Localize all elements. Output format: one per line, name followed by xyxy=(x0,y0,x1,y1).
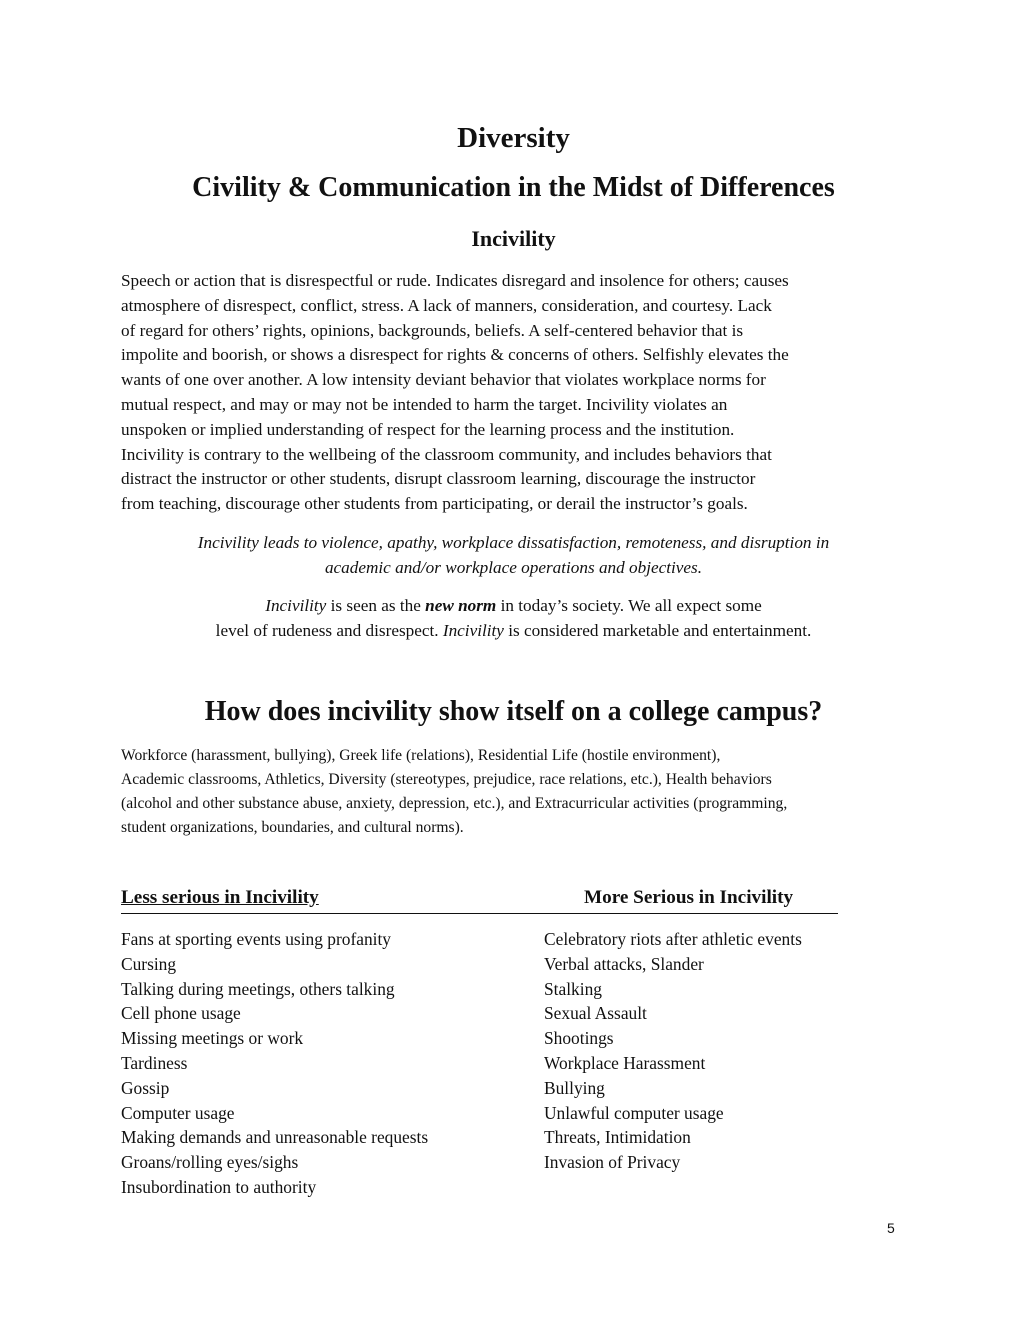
campus-line: Workforce (harassment, bullying), Greek life (relations), Residential Life (hostile environment), xyxy=(121,747,721,764)
list-item: Cursing xyxy=(121,953,177,974)
page-subtitle: Civility & Communication in the Midst of Differences xyxy=(192,172,835,203)
more-serious-header: More Serious in Incivility xyxy=(584,887,794,908)
definition-line: Speech or action that is disrespectful or rude. Indicates disregard and insolence for others; causes xyxy=(121,271,789,290)
list-item: Verbal attacks, Slander xyxy=(544,953,704,974)
list-item: Unlawful computer usage xyxy=(544,1102,724,1123)
definition-line: Incivility is contrary to the wellbeing of the classroom community, and includes behaviors that xyxy=(121,444,772,464)
incivility-term: Incivility xyxy=(265,596,327,615)
list-item: Threats, Intimidation xyxy=(544,1127,691,1148)
less-serious-list xyxy=(121,927,428,1200)
list-item: Sexual Assault xyxy=(544,1003,647,1024)
page-title: Diversity xyxy=(457,122,570,154)
list-item: Missing meetings or work xyxy=(121,1028,304,1049)
list-item: Stalking xyxy=(544,978,602,999)
less-serious-header: Less serious in Incivility xyxy=(121,887,319,908)
new-norm-emphasis: new norm xyxy=(425,596,497,615)
norm-text: in today’s society. We all expect some xyxy=(496,596,762,615)
question-heading: How does incivility show itself on a college campus? xyxy=(204,696,823,727)
page-number: 5 xyxy=(887,1220,895,1236)
list-item: Groans/rolling eyes/sighs xyxy=(121,1152,299,1173)
more-serious-list xyxy=(544,927,802,1175)
consequence-statement xyxy=(121,531,906,580)
list-item: Fans at sporting events using profanity xyxy=(121,929,392,949)
definition-line: mutual respect, and may or may not be intended to harm the target. Incivility violates an xyxy=(121,394,728,414)
campus-paragraph xyxy=(121,744,921,840)
campus-line: (alcohol and other substance abuse, anxiety, depression, etc.), and Extracurricular activities (programming, xyxy=(121,795,788,812)
definition-line: unspoken or implied understanding of respect for the learning process and the institution. xyxy=(121,419,735,439)
new-norm-statement xyxy=(121,593,906,643)
list-item: Tardiness xyxy=(121,1052,188,1073)
list-item: Computer usage xyxy=(121,1102,235,1123)
consequence-line: Incivility leads to violence, apathy, workplace dissatisfaction, remoteness, and disruption in xyxy=(197,533,830,552)
consequence-line: academic and/or workplace operations and objectives. xyxy=(324,557,703,577)
column-headers xyxy=(121,887,838,914)
list-item: Shootings xyxy=(544,1028,614,1049)
norm-text: is considered marketable and entertainment. xyxy=(503,621,812,640)
definition-line: impolite and boorish, or shows a disrespect for rights & concerns of others. Selfishly elevates the xyxy=(121,345,789,365)
list-item: Gossip xyxy=(121,1077,170,1098)
list-item: Cell phone usage xyxy=(121,1003,241,1024)
incivility-term: Incivility xyxy=(442,621,504,640)
list-item: Celebratory riots after athletic events xyxy=(544,929,802,949)
definition-paragraph xyxy=(121,269,906,517)
norm-text: level of rudeness and disrespect. xyxy=(215,621,443,640)
norm-line-1 xyxy=(121,593,906,618)
campus-line: student organizations, boundaries, and cultural norms). xyxy=(121,819,464,836)
definition-line: atmosphere of disrespect, conflict, stress. A lack of manners, consideration, and courtesy. Lack xyxy=(121,295,772,315)
definition-line: of regard for others’ rights, opinions, backgrounds, beliefs. A self-centered behavior that is xyxy=(121,320,744,340)
list-item: Insubordination to authority xyxy=(121,1176,317,1197)
norm-line-2 xyxy=(121,618,906,643)
list-item: Talking during meetings, others talking xyxy=(121,978,395,999)
campus-line: Academic classrooms, Athletics, Diversity (stereotypes, prejudice, race relations, etc.), Health behaviors xyxy=(121,771,772,788)
definition-line: distract the instructor or other students, disrupt classroom learning, discourage the instructor xyxy=(121,469,756,489)
definition-line: from teaching, discourage other students from participating, or derail the instructor’s goals. xyxy=(121,494,748,514)
list-item: Workplace Harassment xyxy=(544,1052,706,1073)
section-heading-incivility: Incivility xyxy=(471,226,556,251)
list-item: Bullying xyxy=(544,1077,605,1098)
list-item: Making demands and unreasonable requests xyxy=(121,1127,429,1148)
norm-text: is seen as the xyxy=(326,596,426,615)
definition-line: wants of one over another. A low intensity deviant behavior that violates workplace norms for xyxy=(121,370,766,390)
list-item: Invasion of Privacy xyxy=(544,1152,681,1173)
